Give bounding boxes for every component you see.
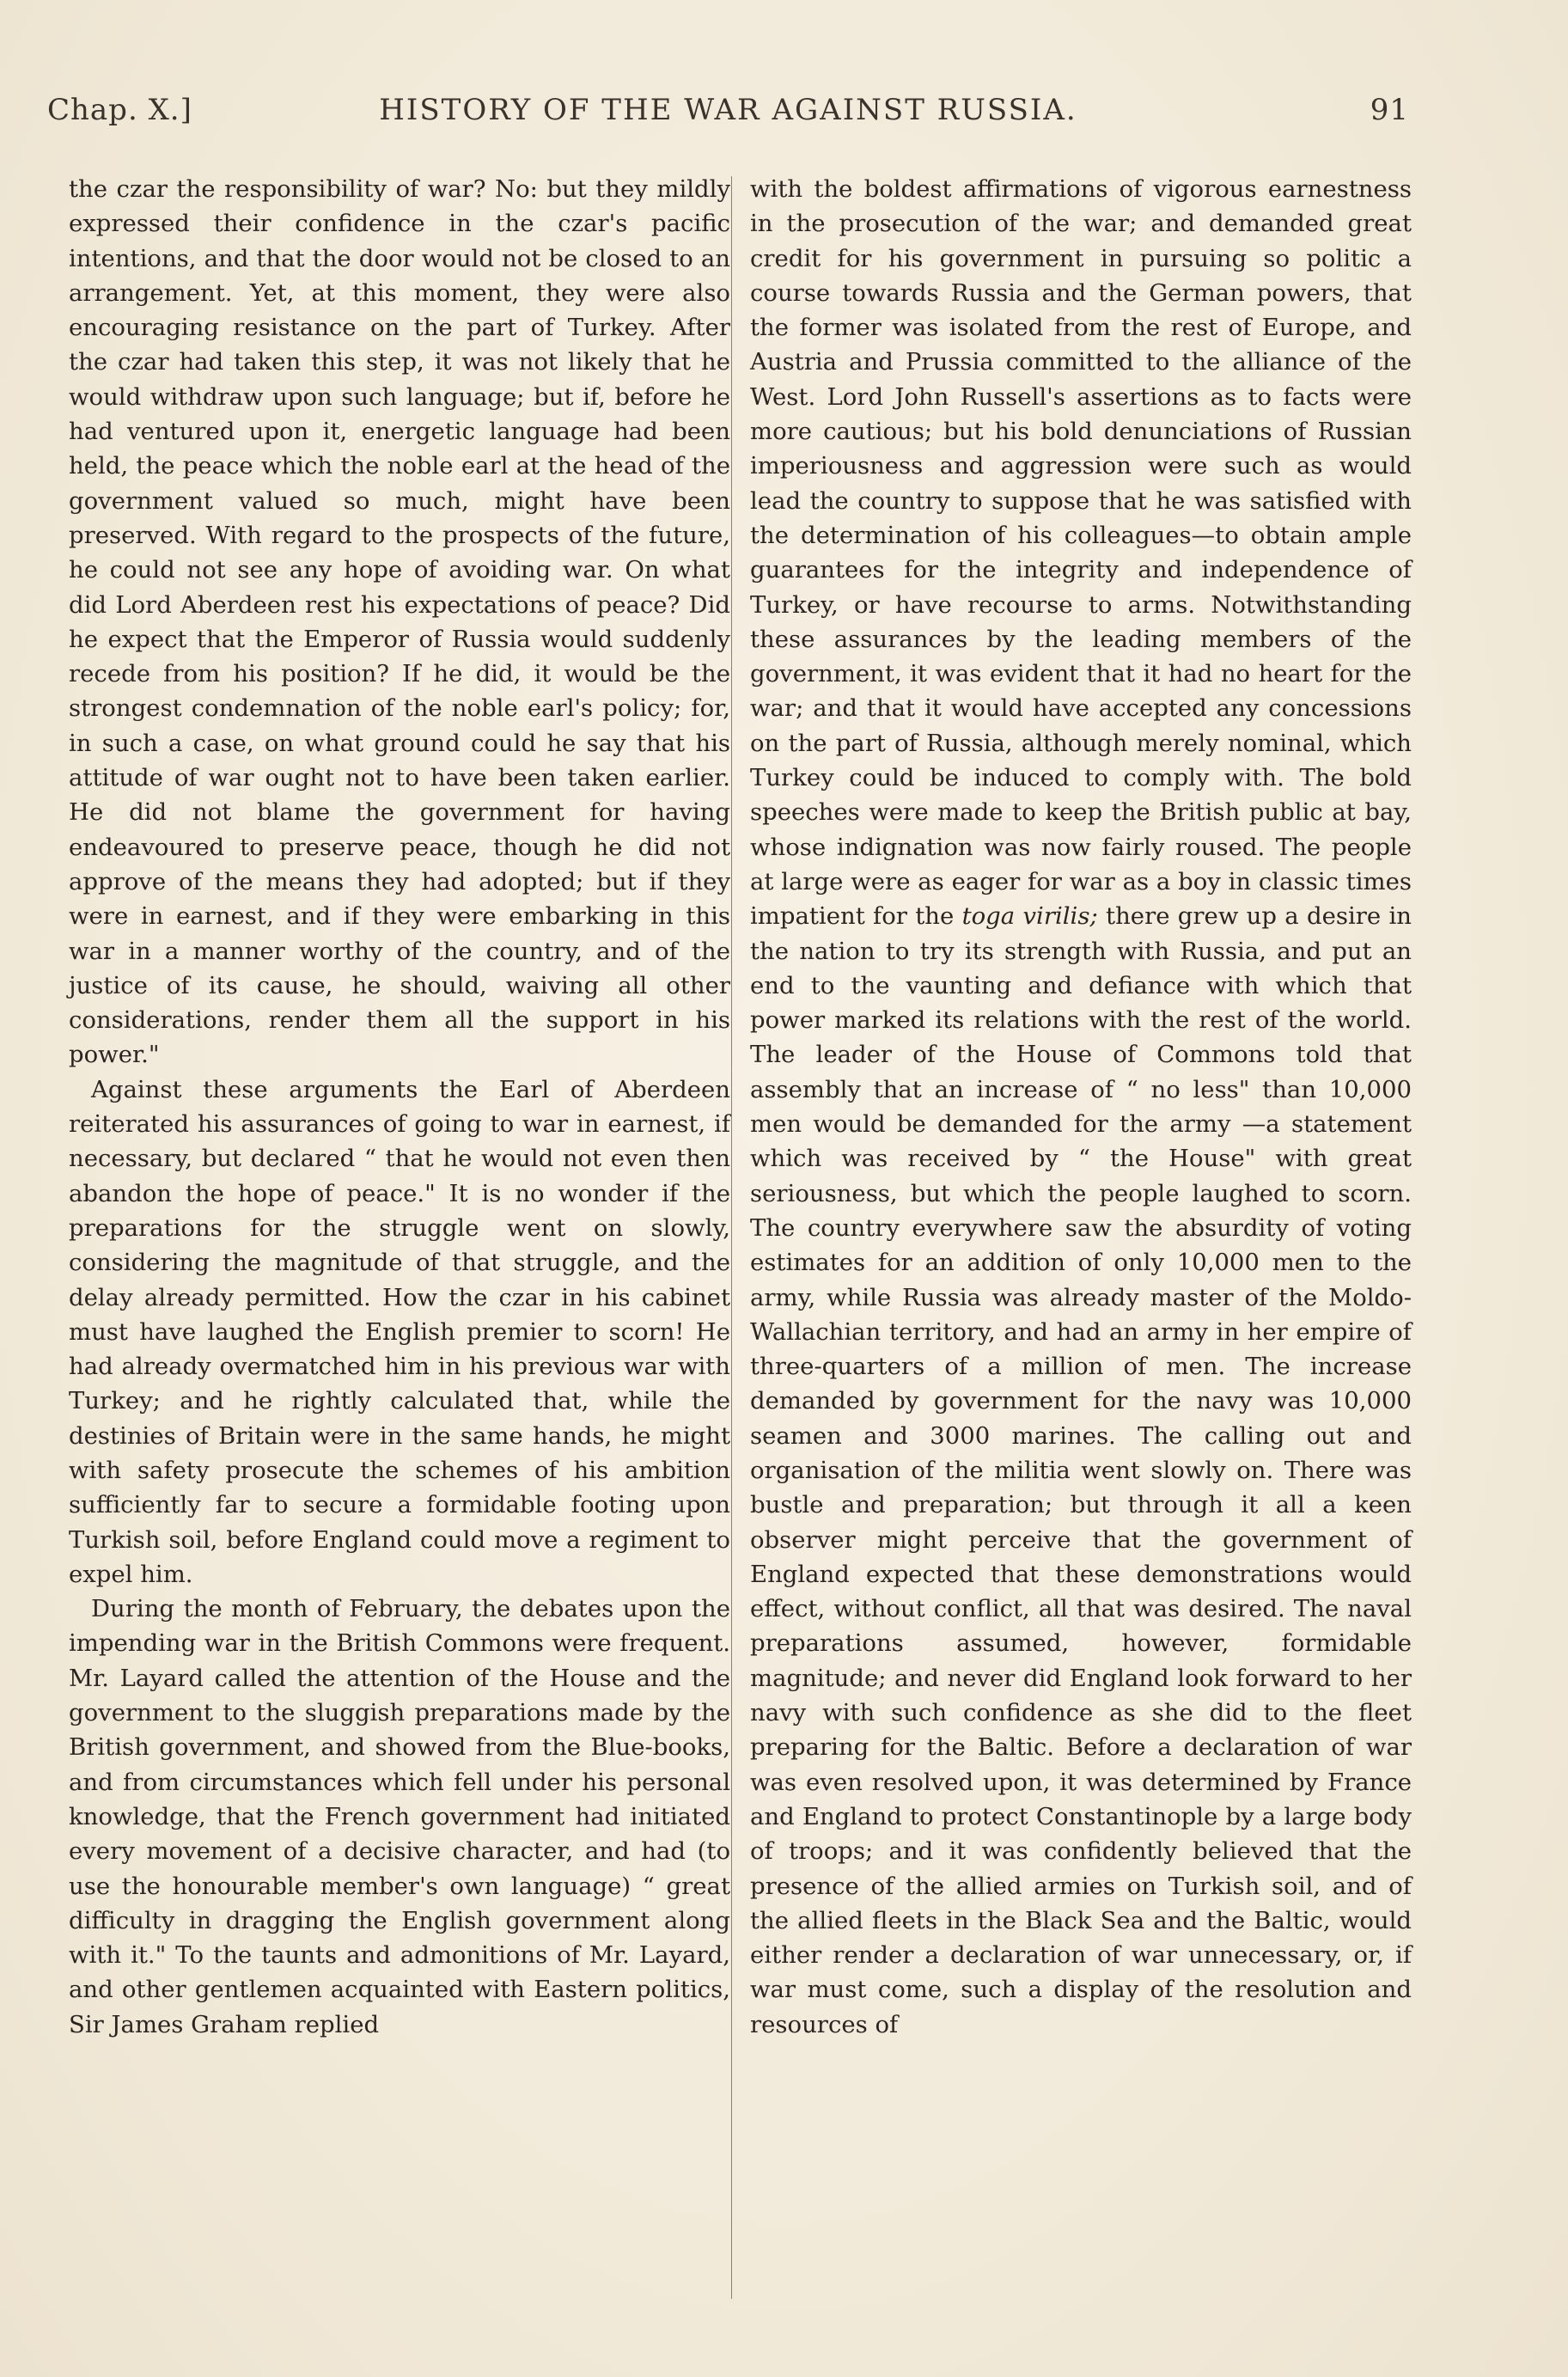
paragraph: During the month of February, the debates upon the impending war in the British Commons were frequent. Mr. Layard called the attention of the House and the government to the sluggish preparations made by the British government, and showed from the Blue-books, and from circumstances which fell under his personal knowledge, that the French government had initiated every movement of a decisive character, and had (to use the honourable member's own language) “ great difficulty in dragging the English government along with it." To the taunts and admonitions of Mr. Layard, and other gentlemen acquainted with Eastern politics, Sir James Graham replied	[69, 1595, 730, 2038]
right-column	[750, 172, 1412, 2042]
page-number: 91	[1370, 93, 1409, 127]
left-column	[69, 172, 730, 2042]
paragraph: Against these arguments the Earl of Aberdeen reiterated his assurances of going to war in earnest, if necessary, but declared “ that he would not even then abandon the hope of peace." It is no wonder if the preparations for the struggle went on slowly, considering the magnitude of that struggle, and the delay already permitted. How the czar in his cabinet must have laughed the English premier to scorn! He had already overmatched him in his previous war with Turkey; and he rightly calculated that, while the destinies of Britain were in the same hands, he might with safety prosecute the schemes of his ambition sufficiently far to secure a formidable footing upon Turkish soil, before England could move a regiment to expel him.	[69, 1075, 730, 1588]
chapter-marker: Chap. X.]	[47, 93, 192, 127]
paragraph-text: with the boldest affirmations of vigorous earnestness in the prosecution of the war; and demanded great credit for his government in pursuing so politic a course towards Russia and the German powers, that the former was isolated from the rest of Europe, and Austria and Prussia committed to the alliance of the West. Lord John Russell's assertions as to facts were more cautious; but his bold denunciations of Russian imperiousness and aggression were such as would lead the country to suppose that he was satisfied with the determination of his colleagues—to obtain ample guarantees for the integrity and independence of Turkey, or have recourse to arms. Notwithstanding these assurances by the leading members of the government, it was evident that it had no heart for the war; and that it would have accepted any concessions on the part of Russia, although merely nominal, which Turkey could be induced to comply with. The bold speeches were made to keep the British public at bay, whose indignation was now fairly roused. The people at large were as eager for war as a boy in classic times impatient for the	[750, 175, 1412, 931]
running-head	[47, 93, 1409, 136]
running-title: HISTORY OF THE WAR AGAINST RUSSIA.	[379, 93, 1077, 127]
paragraph-continuation: there grew up a desire in the nation to try its strength with Russia, and put an end to the vaunting and defiance with which that power marked its relations with the rest of the world. The leader of the House of Commons told that assembly that an increase of “ no less" than 10,000 men would be demanded for the army —a statement which was received by “ the House" with great seriousness, but which the people laughed to scorn. The country everywhere saw the absurdity of voting estimates for an addition of only 10,000 men to the army, while Russia was already master of the Moldo-Wallachian territory, and had an army in her empire of three-quarters of a million of men. The increase demanded by government for the navy was 10,000 seamen and 3000 marines. The calling out and organisation of the militia went slowly on. There was bustle and preparation; but through it all a keen observer might perceive that the government of England expected that these demonstrations would effect, without conflict, all that was desired. The naval preparations assumed, however, formidable magnitude; and never did England look forward to her navy with such confidence as she did to the fleet preparing for the Baltic. Before a declaration of war was even resolved upon, it was determined by France and England to protect Constantinople by a large body of troops; and it was confidently believed that the presence of the allied armies on Turkish soil, and of the allied fleets in the Black Sea and the Baltic, would either render a declaration of war unnecessary, or, if war must come, such a display of the resolution and resources of	[750, 902, 1412, 2038]
column-divider	[731, 176, 732, 2299]
paragraph: the czar the responsibility of war? No: but they mildly expressed their confidence in the czar's pacific intentions, and that the door would not be closed to an arrangement. Yet, at this moment, they were also encouraging resistance on the part of Turkey. After the czar had taken this step, it was not likely that he would withdraw upon such language; but if, before he had ventured upon it, energetic language had been held, the peace which the noble earl at the head of the government valued so much, might have been preserved. With regard to the prospects of the future, he could not see any hope of avoiding war. On what did Lord Aberdeen rest his expectations of peace? Did he expect that the Emperor of Russia would suddenly recede from his position? If he did, it would be the strongest condemnation of the noble earl's policy; for, in such a case, on what ground could he say that his attitude of war ought not to have been taken earlier. He did not blame the government for having endeavoured to preserve peace, though he did not approve of the means they had adopted; but if they were in earnest, and if they were embarking in this war in a manner worthy of the country, and of the justice of its cause, he should, waiving all other considerations, render them all the support in his power."	[69, 175, 730, 1069]
paragraph	[750, 172, 1412, 2042]
italic-phrase: toga virilis;	[961, 902, 1098, 931]
